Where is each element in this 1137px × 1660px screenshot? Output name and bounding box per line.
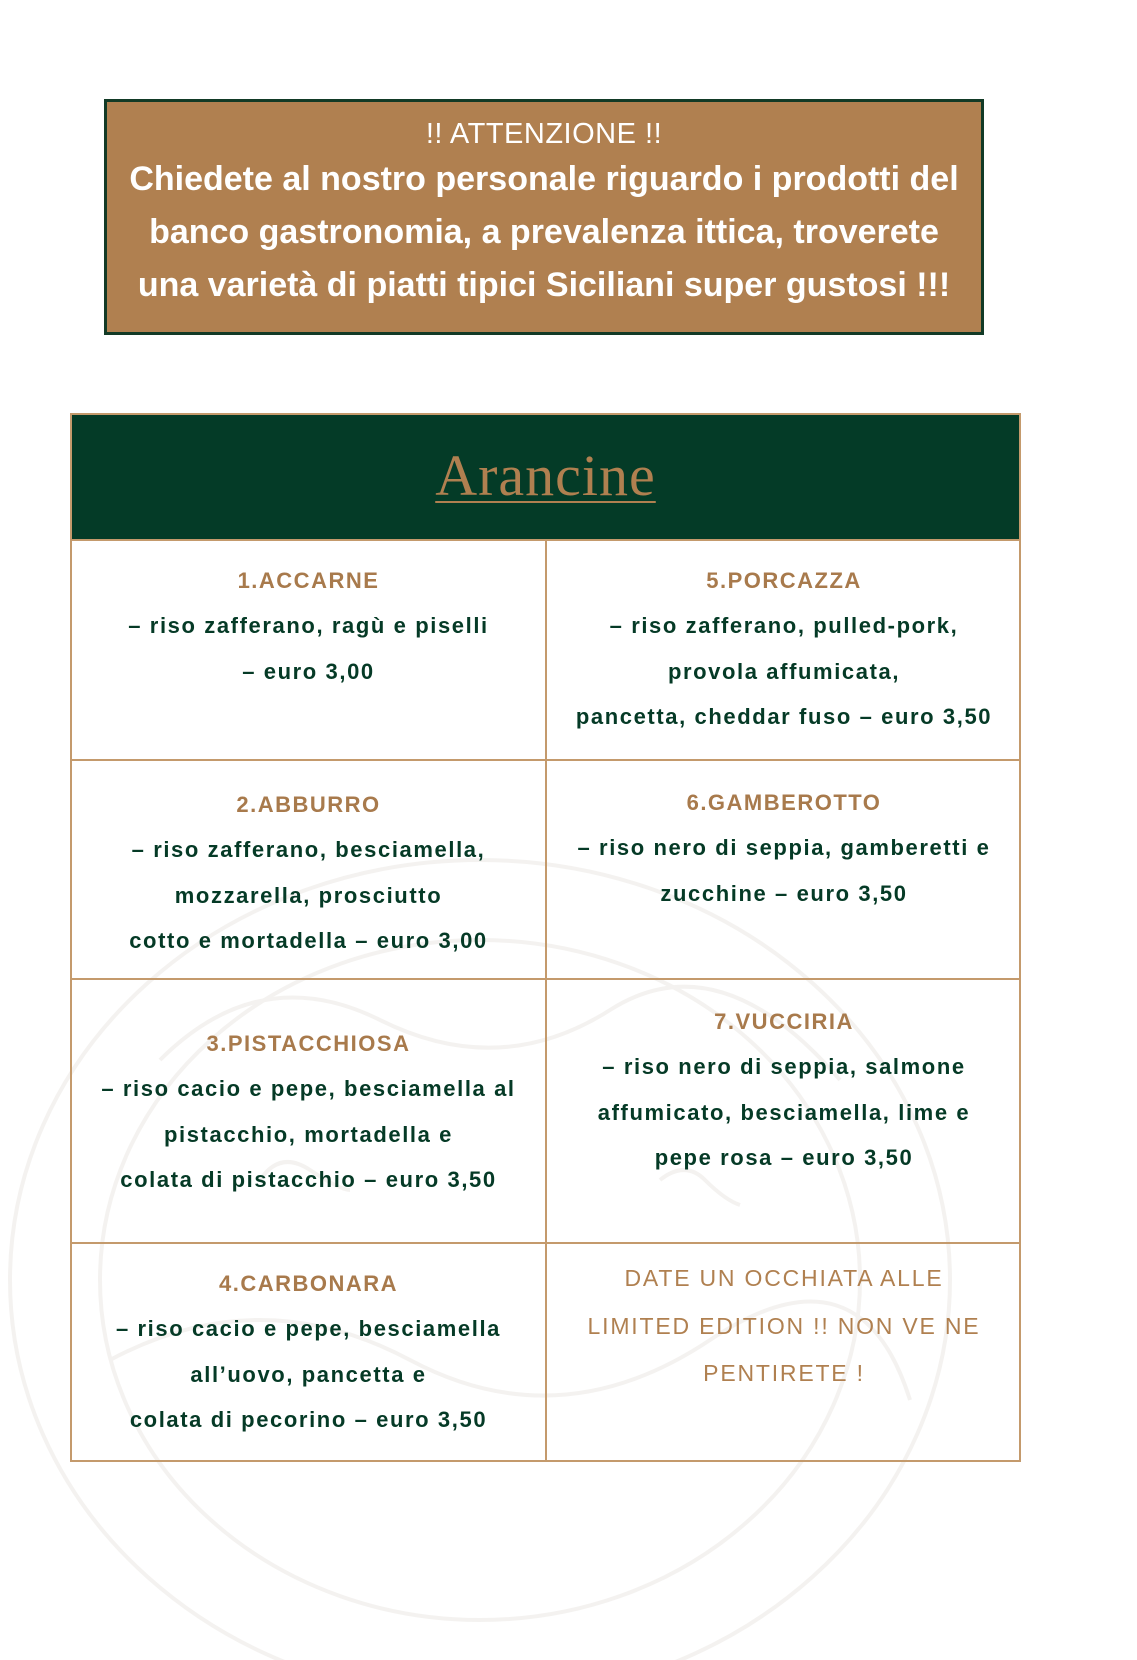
limited-edition-promo bbox=[547, 1242, 1021, 1460]
menu-item-description: pancetta, cheddar fuso – euro 3,50 bbox=[575, 704, 993, 729]
menu-item-description: – riso cacio e pepe, besciamella bbox=[115, 1316, 502, 1341]
notice-title: !! ATTENZIONE !! bbox=[425, 118, 663, 150]
notice-line: banco gastronomia, a prevalenza ittica, troverete bbox=[149, 213, 939, 251]
menu-item-description: mozzarella, prosciutto bbox=[174, 882, 443, 908]
menu-item bbox=[72, 759, 547, 978]
menu-item-description: – riso zafferano, pulled-pork, bbox=[609, 613, 959, 638]
notice-line: Chiedete al nostro personale riguardo i prodotti del bbox=[129, 160, 959, 198]
menu-item-name: 7.VUCCIRIA bbox=[714, 1009, 854, 1034]
menu-title: Arancine bbox=[435, 442, 656, 508]
menu-item-description: – riso cacio e pepe, besciamella al bbox=[101, 1076, 516, 1101]
menu-item-description: – riso zafferano, ragù e piselli bbox=[128, 613, 489, 638]
menu-item-description: – riso nero di seppia, salmone bbox=[602, 1054, 966, 1079]
menu-item bbox=[547, 978, 1021, 1242]
menu-item-description: affumicato, besciamella, lime e bbox=[597, 1099, 971, 1125]
promo-line: PENTIRETE ! bbox=[703, 1360, 865, 1386]
menu-item-description: pistacchio, mortadella e bbox=[163, 1121, 454, 1147]
menu-item-description: pepe rosa – euro 3,50 bbox=[654, 1145, 914, 1170]
menu-item bbox=[72, 1242, 547, 1460]
promo-line: LIMITED EDITION !! NON VE NE bbox=[587, 1312, 981, 1339]
menu-item-name: 3.PISTACCHIOSA bbox=[206, 1031, 411, 1056]
promo-line: DATE UN OCCHIATA ALLE bbox=[624, 1265, 944, 1291]
menu-item-description: provola affumicata, bbox=[667, 658, 901, 684]
notice-body bbox=[107, 153, 981, 312]
menu-header bbox=[72, 415, 1019, 539]
menu-item-name: 6.GAMBEROTTO bbox=[686, 790, 882, 815]
menu-item-name: 1.ACCARNE bbox=[237, 568, 380, 593]
menu-item-name: 2.ABBURRO bbox=[236, 792, 381, 817]
notice-line: una varietà di piatti tipici Siciliani super gustosi !!! bbox=[137, 266, 951, 304]
menu-item bbox=[547, 539, 1021, 759]
menu-item-description: zucchine – euro 3,50 bbox=[660, 880, 908, 906]
menu-item-description: – euro 3,00 bbox=[242, 658, 375, 684]
attention-notice bbox=[104, 99, 984, 335]
menu-item-description: colata di pistacchio – euro 3,50 bbox=[120, 1167, 497, 1192]
menu-item bbox=[72, 539, 547, 759]
menu-item-description: colata di pecorino – euro 3,50 bbox=[129, 1407, 488, 1432]
menu-item bbox=[72, 978, 547, 1242]
menu-item-name: 5.PORCAZZA bbox=[706, 568, 862, 593]
arancine-menu bbox=[70, 413, 1021, 1462]
menu-item-description: cotto e mortadella – euro 3,00 bbox=[129, 928, 488, 953]
menu-item-description: – riso nero di seppia, gamberetti e bbox=[577, 835, 991, 860]
menu-grid bbox=[72, 539, 1019, 1460]
menu-item bbox=[547, 759, 1021, 978]
menu-item-description: all’uovo, pancetta e bbox=[190, 1361, 427, 1387]
menu-item-description: – riso zafferano, besciamella, bbox=[131, 837, 486, 862]
menu-item-name: 4.CARBONARA bbox=[218, 1271, 399, 1296]
